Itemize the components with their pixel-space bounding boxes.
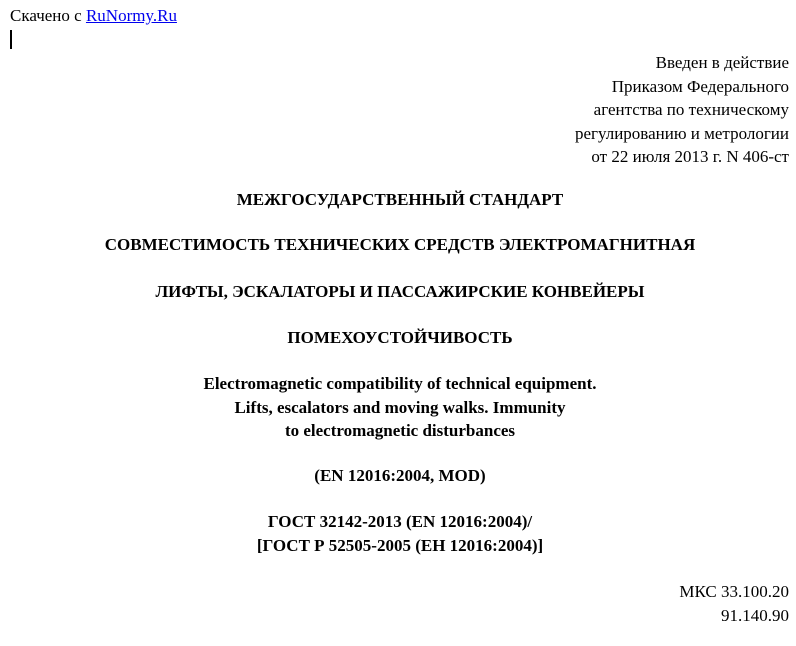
mks-codes: [679, 580, 789, 627]
approval-line: от 22 июля 2013 г. N 406-ст: [591, 147, 789, 166]
gost-line-2: [ГОСТ Р 52505-2005 (ЕН 12016:2004)]: [256, 535, 544, 555]
approval-block: [575, 51, 789, 169]
english-title-line: to electromagnetic disturbances: [284, 421, 516, 440]
title-compatibility: СОВМЕСТИМОСТЬ ТЕХНИЧЕСКИХ СРЕДСТВ ЭЛЕКТРОМАГНИТНАЯ: [104, 235, 696, 254]
mks-line: МКС 33.100.20: [679, 582, 789, 601]
gost-designation: [0, 510, 796, 557]
en-reference: (EN 12016:2004, MOD): [314, 466, 486, 485]
gost-line-1: ГОСТ 32142-2013 (EN 12016:2004)/: [267, 512, 533, 531]
text-cursor: [10, 30, 12, 49]
approval-line: Введен в действие: [655, 53, 789, 72]
download-prefix: Скачено с: [10, 6, 82, 25]
standard-type-heading: МЕЖГОСУДАРСТВЕННЫЙ СТАНДАРТ: [236, 190, 564, 209]
title-immunity: ПОМЕХОУСТОЙЧИВОСТЬ: [287, 328, 513, 347]
english-title-line: Lifts, escalators and moving walks. Immunity: [234, 397, 566, 417]
download-notice: [10, 6, 177, 26]
mks-line: 91.140.90: [721, 605, 789, 625]
approval-line: регулированию и метрологии: [574, 123, 789, 143]
title-lifts: ЛИФТЫ, ЭСКАЛАТОРЫ И ПАССАЖИРСКИЕ КОНВЕЙЕРЫ: [155, 282, 645, 301]
approval-line: агентства по техническому: [593, 100, 789, 119]
english-title-line: Electromagnetic compatibility of technical equipment.: [203, 374, 597, 393]
english-title: [0, 372, 796, 443]
approval-line: Приказом Федерального: [611, 76, 789, 96]
runormy-link[interactable]: RuNormy.Ru: [85, 6, 177, 25]
